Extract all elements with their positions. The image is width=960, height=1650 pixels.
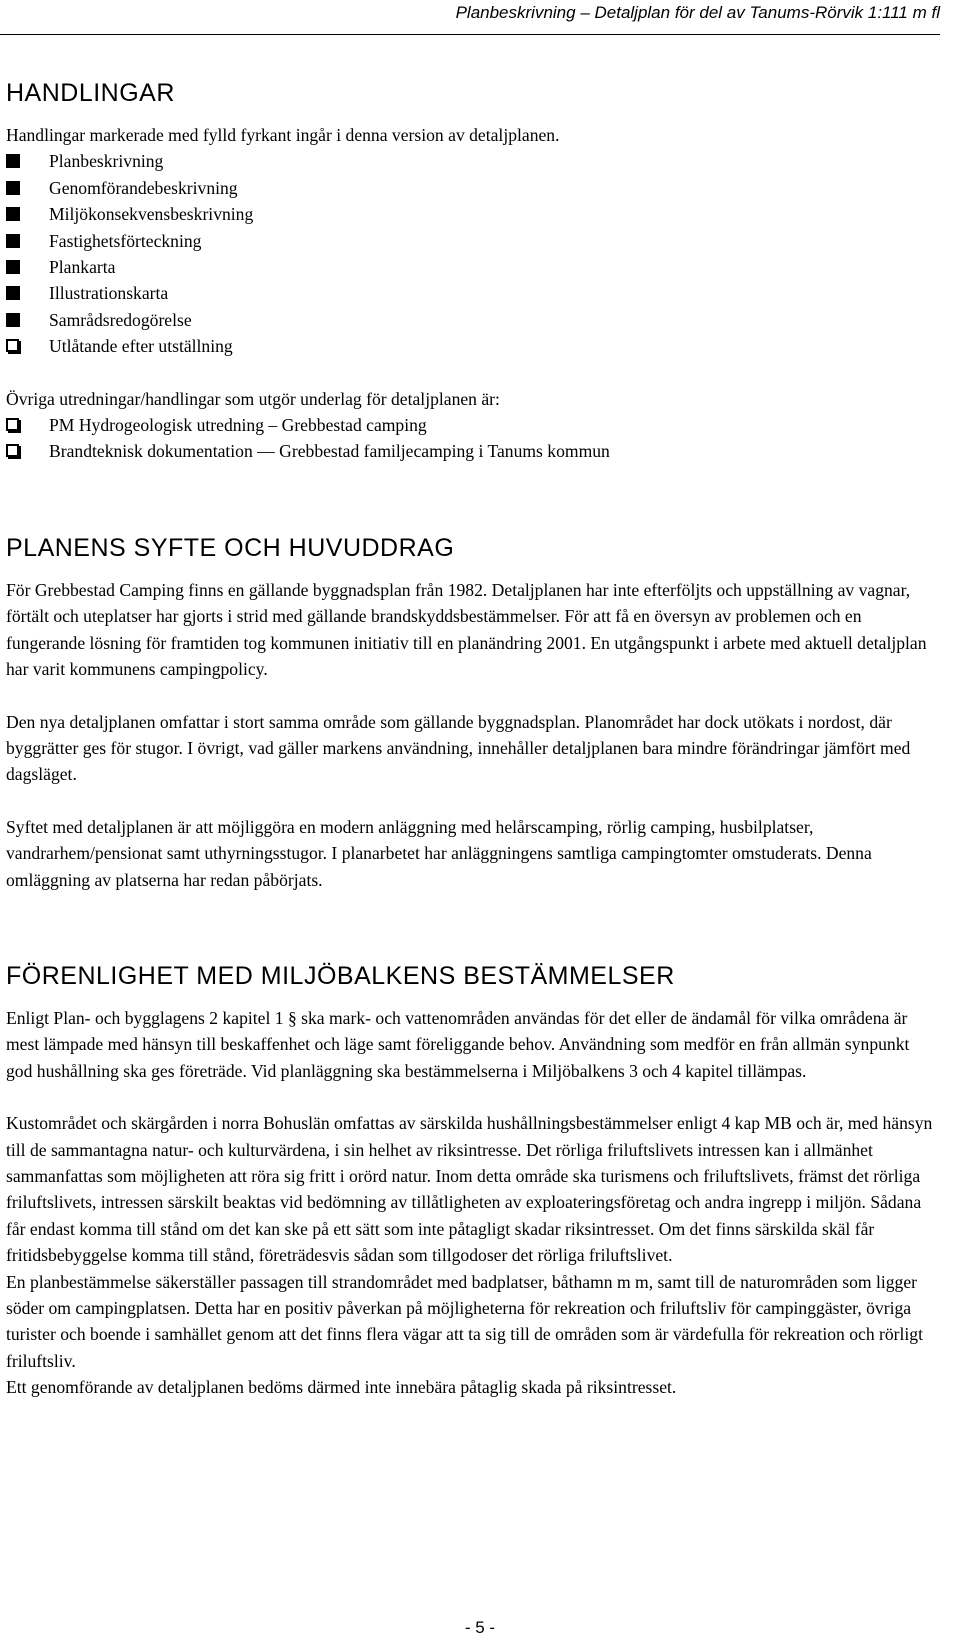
syfte-paragraph: För Grebbestad Camping finns en gällande byggnadsplan från 1982. Detaljplanen har inte efterföljts och uppställning av vagnar, förtält och uteplatser har gjorts i strid med gällande brandskyddsbestämmelser. För att få en översyn av problemen och en fungerande lösning för framtiden tog kommunen initiativ till en planändring 2001. En utgångspunkt i arbete med aktuell detaljplan har varit kommunens campingpolicy. <box>6 579 927 680</box>
heading-miljobalken: FÖRENLIGHET MED MILJÖBALKENS BESTÄMMELSER <box>6 961 675 990</box>
filled-square-icon <box>6 234 20 248</box>
empty-checkbox-icon <box>6 444 19 457</box>
document-list-item <box>6 333 936 359</box>
filled-square-icon <box>6 313 20 327</box>
empty-checkbox-icon <box>6 418 19 431</box>
document-list-item <box>6 412 936 438</box>
document-list-item <box>6 307 936 333</box>
document-list-item <box>6 254 936 280</box>
syfte-paragraph: Den nya detaljplanen omfattar i stort samma område som gällande byggnadsplan. Planområdet har dock utökats i nordost, där byggrätter ges för stugor. I övrigt, vad gäller markens användning, innehåller detaljplanen bara mindre förändringar jämfört med dagsläget. <box>6 711 911 785</box>
document-list-item <box>6 280 936 306</box>
page-number: - 5 - <box>464 1618 496 1637</box>
page-header <box>0 0 940 35</box>
other-intro: Övriga utredningar/handlingar som utgör underlag för detaljplanen är: <box>6 388 500 409</box>
heading-handlingar: HANDLINGAR <box>6 79 175 107</box>
handlingar-intro: Handlingar markerade med fylld fyrkant ingår i denna version av detaljplanen. <box>6 125 560 145</box>
heading-syfte: PLANENS SYFTE OCH HUVUDDRAG <box>6 533 455 562</box>
document-label: Genomförandebeskrivning <box>49 177 238 198</box>
filled-square-icon <box>6 286 20 300</box>
document-label: Miljökonsekvensbeskrivning <box>49 204 254 225</box>
document-list-item <box>6 148 936 174</box>
empty-checkbox-icon <box>6 339 19 352</box>
document-label: Illustrationskarta <box>49 283 169 304</box>
document-label: PM Hydrogeologisk utredning – Grebbestad camping <box>49 415 427 436</box>
filled-square-icon <box>6 154 20 168</box>
miljobalken-paragraph: Enligt Plan- och bygglagens 2 kapitel 1 § ska mark- och vattenområden användas för det eller de ändamål för vilka områdena är mest lämpade med hänsyn till beskaffenhet och läge samt föreliggande behov. Användning som medför en från allmän synpunkt god hushållning ska ges företräde. Vid planläggning ska bestämmelserna i Miljöbalkens 3 och 4 kapitel tillämpas. <box>6 1007 910 1081</box>
miljobalken-paragraph: Kustområdet och skärgården i norra Bohuslän omfattas av särskilda hushållningsbestämmelser enligt 4 kap MB och är, med hänsyn till de sammantagna natur- och kulturvärdena, i sin helhet av riksintresse. Det rörliga friluftslivets intressen kan i allmänhet sammanfattas som möjligheten att röra sig fritt i orörd natur. Inom detta område ska turismens och friluftslivets, främst det rörliga friluftslivets, intressen särskilt beaktas vid bedömning av tillåtligheten av exploateringsföretag och andra ingrepp i miljön. Sådana får endast komma till stånd om det kan ske på ett sätt som inte påtagligt skadar riksintresset. Om det finns särskilda skäl får fritidsbebyggelse komma till stånd, företrädesvis sådan som tillgodoser det rörliga friluftslivet. <box>6 1113 933 1266</box>
document-label: Samrådsredogörelse <box>49 309 192 330</box>
document-label: Brandteknisk dokumentation — Grebbestad familjecamping i Tanums kommun <box>49 441 610 462</box>
document-label: Plankarta <box>49 257 116 278</box>
miljobalken-paragraph: Ett genomförande av detaljplanen bedöms därmed inte innebära påtaglig skada på riksintresset. <box>6 1377 677 1398</box>
filled-square-icon <box>6 260 20 274</box>
filled-square-icon <box>6 207 20 221</box>
document-list-item <box>6 175 936 201</box>
header-title: Planbeskrivning – Detaljplan för del av Tanums-Rörvik 1:111 m fl <box>455 3 940 22</box>
miljobalken-paragraph: En planbestämmelse säkerställer passagen till strandområdet med badplatser, båthamn m m, samt till de naturområden som ligger söder om campingplatsen. Detta har en positiv påverkan på möjligheterna för rekreation och friluftsliv för campinggäster, övriga turister och boende i samhället genom att det finns flera vägar att ta sig till de områden som är värdefulla för rekreation och rörligt friluftsliv. <box>6 1271 923 1371</box>
document-body <box>6 78 936 1401</box>
other-documents-list <box>6 412 936 465</box>
syfte-paragraph: Syftet med detaljplanen är att möjliggöra en modern anläggning med helårscamping, rörlig camping, husbilplatser, vandrarhem/pensionat samt uthyrningsstugor. I planarbetet har anläggningens samtliga campingtomter omstuderats. Denna omläggning av platserna har redan påbörjats. <box>6 816 872 890</box>
document-list-item <box>6 438 936 464</box>
document-list-item <box>6 201 936 227</box>
document-label: Utlåtande efter utställning <box>49 336 233 357</box>
document-list-item <box>6 228 936 254</box>
document-label: Fastighetsförteckning <box>49 230 202 251</box>
filled-square-icon <box>6 181 20 195</box>
handlingar-list <box>6 148 936 359</box>
document-label: Planbeskrivning <box>49 151 164 172</box>
